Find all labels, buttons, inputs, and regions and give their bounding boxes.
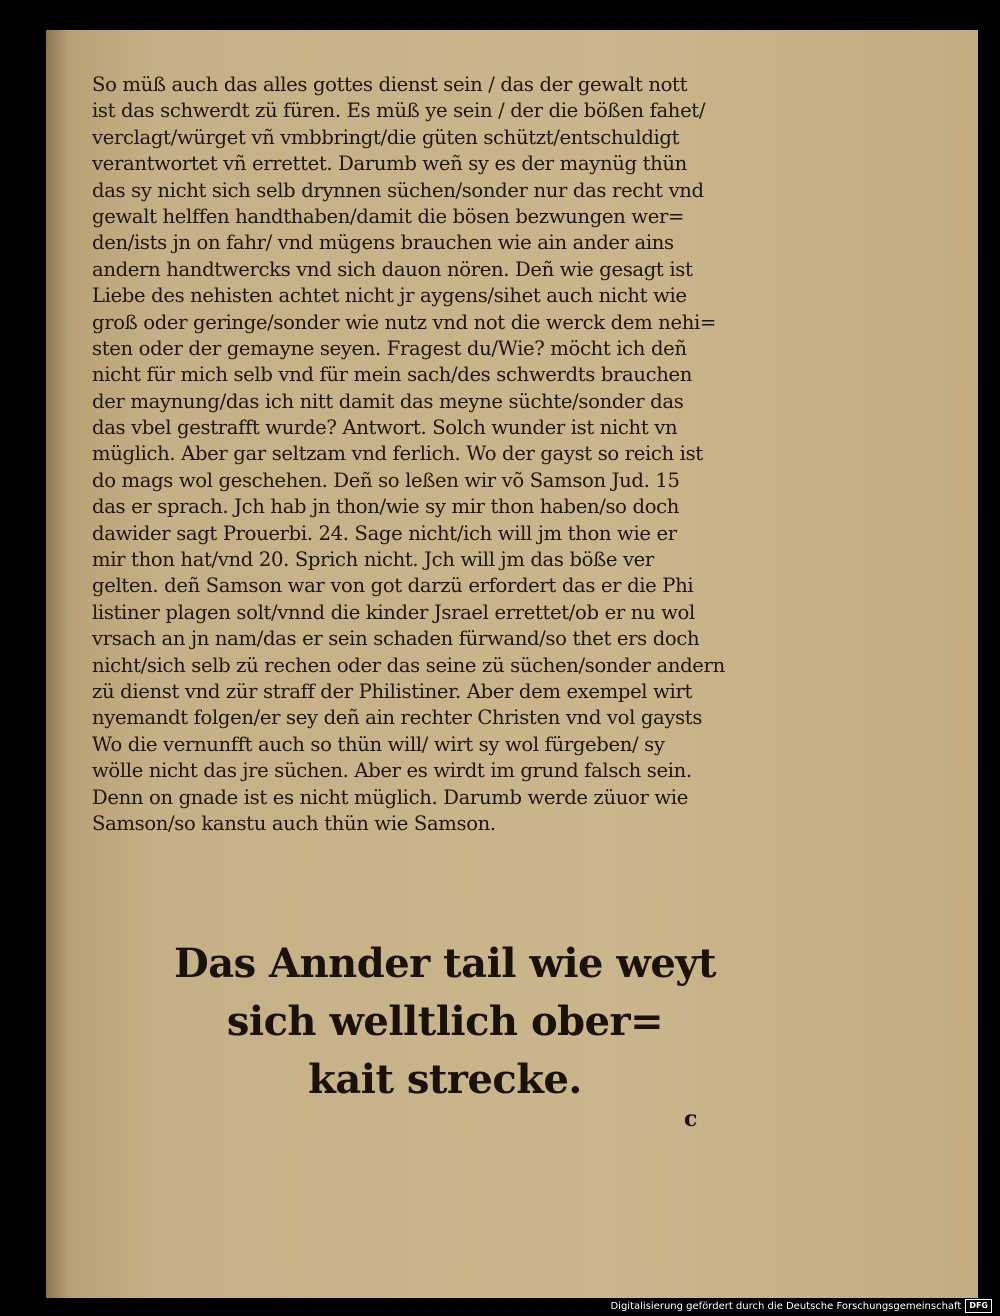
text-line: das vbel gestrafft wurde? Antwort. Solch wunder ist nicht vn <box>92 416 678 440</box>
heading-line: Das Annder tail wie weyt <box>174 940 716 987</box>
text-line: groß oder geringe/sonder wie nutz vnd not die werck dem nehi= <box>92 310 716 334</box>
text-line: vrsach an jn nam/das er sein schaden fürwand/so thet ers doch <box>92 627 700 651</box>
page-gutter-shadow <box>46 30 68 1298</box>
text-line: Denn on gnade ist es nicht müglich. Darumb werde züuor wie <box>92 785 688 809</box>
text-line: andern handtwercks vnd sich dauon nören. Deñ wie gesagt ist <box>92 257 693 281</box>
text-line: dawider sagt Prouerbi. 24. Sage nicht/ich will jm thon wie er <box>92 521 677 545</box>
text-line: sten oder der gemayne seyen. Fragest du/Wie? möcht ich deñ <box>92 336 687 360</box>
dfg-logo: DFG <box>965 1299 992 1313</box>
digitization-credit <box>610 1298 992 1314</box>
text-line: ist das schwerdt zü füren. Es müß ye sein / der die bößen fahet/ <box>92 99 706 123</box>
text-line: müglich. Aber gar seltzam vnd ferlich. Wo der gayst so reich ist <box>92 442 703 466</box>
text-line: Wo die vernunfft auch so thün will/ wirt sy wol fürgeben/ sy <box>92 732 665 756</box>
text-line: mir thon hat/vnd 20. Sprich nicht. Jch will jm das böße ver <box>92 548 654 572</box>
text-line: den/ists jn on fahr/ vnd mügens brauchen wie ain ander ains <box>92 231 674 255</box>
credit-text: Digitalisierung gefördert durch die Deutsche Forschungsgemeinschaft <box>610 1300 962 1312</box>
heading-line: kait strecke. <box>308 1056 582 1103</box>
section-heading <box>150 935 740 1109</box>
text-line: das er sprach. Jch hab jn thon/wie sy mir thon haben/so doch <box>92 495 680 519</box>
text-line: listiner plagen solt/vnnd die kinder Jsrael errettet/ob er nu wol <box>92 600 695 624</box>
text-line: Samson/so kanstu auch thün wie Samson. <box>92 811 496 835</box>
text-line: Liebe des nehisten achtet nicht jr aygens/sihet auch nicht wie <box>92 284 687 308</box>
signature-mark: c <box>684 1106 698 1132</box>
text-line: nicht für mich selb vnd für mein sach/des schwerdts brauchen <box>92 363 693 387</box>
text-line: das sy nicht sich selb drynnen süchen/sonder nur das recht vnd <box>92 178 704 202</box>
heading-line: sich welltlich ober= <box>226 998 664 1045</box>
text-line: verantwortet vñ errettet. Darumb weñ sy es der maynüg thün <box>92 152 687 176</box>
text-line: nyemandt folgen/er sey deñ ain rechter Christen vnd vol gaysts <box>92 706 703 730</box>
text-line: verclagt/würget vñ vmbbringt/die güten schützt/entschuldigt <box>92 125 680 149</box>
text-line: zü dienst vnd zür straff der Philistiner. Aber dem exempel wirt <box>92 679 692 703</box>
text-line: wölle nicht das jre süchen. Aber es wirdt im grund falsch sein. <box>92 759 692 783</box>
text-line: nicht/sich selb zü rechen oder das seine zü süchen/sonder andern <box>92 653 725 677</box>
text-line: gewalt helffen handthaben/damit die bösen bezwungen wer= <box>92 204 685 228</box>
text-line: So müß auch das alles gottes dienst sein / das der gewalt nott <box>92 73 688 96</box>
text-line: gelten. deñ Samson war von got darzü erfordert das er die Phi <box>92 574 694 598</box>
text-line: der maynung/das ich nitt damit das meyne süchte/sonder das <box>92 389 684 413</box>
text-line: do mags wol geschehen. Deñ so leßen wir võ Samson Jud. 15 <box>92 468 680 492</box>
body-text <box>92 72 782 837</box>
